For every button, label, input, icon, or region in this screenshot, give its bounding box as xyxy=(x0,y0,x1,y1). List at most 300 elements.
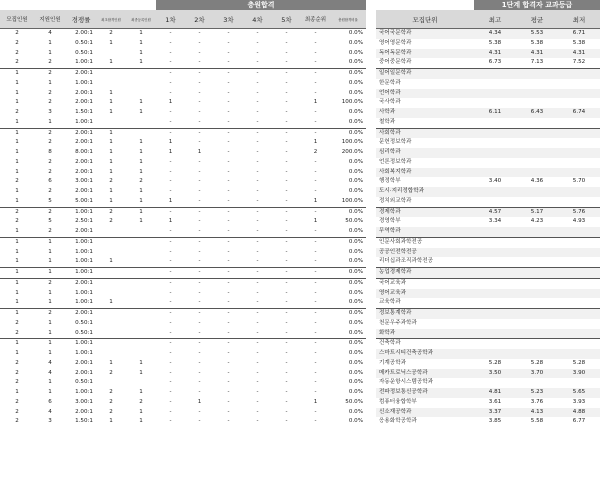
table-cell: - xyxy=(169,118,172,125)
table-cell: - xyxy=(301,69,330,79)
table-cell: 2 xyxy=(313,149,318,155)
table-cell: 0.50:1 xyxy=(75,39,93,46)
table-cell: - xyxy=(301,207,330,217)
grade-cell xyxy=(474,339,516,349)
table-cell: 2.00:1 xyxy=(66,309,96,319)
table-cell: 2.00:1 xyxy=(75,188,93,194)
table-cell: - xyxy=(314,379,317,386)
table-cell: 0.0% xyxy=(348,109,364,115)
grade-cell xyxy=(474,278,516,288)
unit-name-cell: 중어중문학과 xyxy=(379,59,412,66)
table-cell: 100.0% xyxy=(341,99,364,106)
table-cell: - xyxy=(214,309,243,319)
table-cell: - xyxy=(227,319,230,326)
table-row xyxy=(376,278,600,288)
table-cell: - xyxy=(198,319,201,326)
table-cell: - xyxy=(156,309,185,319)
table-row xyxy=(376,329,600,339)
grade-cell xyxy=(516,89,558,99)
table-cell: - xyxy=(227,389,230,395)
left-header-11: 충원합격비율 xyxy=(330,10,366,29)
table-cell: - xyxy=(285,139,288,146)
table-cell: - xyxy=(256,188,259,194)
table-cell: 1 xyxy=(48,248,52,255)
grade-cell: 7.52 xyxy=(572,59,586,66)
table-cell: 1 xyxy=(139,168,143,175)
table-row xyxy=(376,339,600,349)
table-cell: 1 xyxy=(0,278,34,288)
table-cell: - xyxy=(243,69,272,79)
grade-cell xyxy=(516,138,558,148)
table-row xyxy=(0,98,366,108)
table-cell: 2.00:1 xyxy=(75,369,93,376)
table-cell: 1 xyxy=(139,188,143,194)
grade-cell xyxy=(474,197,516,207)
right-header-band xyxy=(376,0,600,10)
table-cell: 1 xyxy=(109,188,113,194)
table-cell: 2 xyxy=(15,218,19,225)
table-cell: 200.0% xyxy=(341,149,364,155)
table-row xyxy=(0,298,366,308)
table-cell: 1 xyxy=(15,139,19,146)
table-cell: - xyxy=(227,408,230,415)
grade-cell xyxy=(558,309,600,319)
table-cell: 1.00:1 xyxy=(75,118,93,125)
table-cell: 1 xyxy=(139,369,143,376)
table-row xyxy=(0,278,366,288)
grade-cell xyxy=(474,248,516,258)
table-row xyxy=(0,29,366,39)
table-cell: - xyxy=(169,248,172,255)
grade-cell xyxy=(516,98,558,108)
table-cell: 1 xyxy=(109,149,113,155)
table-cell: 0.50:1 xyxy=(75,49,93,56)
table-cell: - xyxy=(198,188,201,194)
table-cell: 1 xyxy=(313,139,318,146)
table-cell: - xyxy=(169,109,172,115)
grade-cell: 5.70 xyxy=(572,178,586,185)
table-cell: 1.00:1 xyxy=(75,79,93,86)
table-cell xyxy=(96,248,126,258)
table-cell: 1 xyxy=(139,158,143,165)
table-cell: - xyxy=(314,289,317,296)
table-cell: - xyxy=(198,369,201,376)
table-cell: - xyxy=(227,49,230,56)
table-row xyxy=(376,227,600,237)
table-cell: - xyxy=(243,237,272,247)
grade-cell xyxy=(474,187,516,197)
table-row xyxy=(0,108,366,118)
table-cell: - xyxy=(285,350,288,356)
table-cell: 1 xyxy=(15,299,19,306)
table-cell xyxy=(96,69,126,79)
left-header-5: 1차 xyxy=(156,10,185,29)
table-cell: 1 xyxy=(48,389,52,395)
table-cell: - xyxy=(198,89,201,96)
grade-cell xyxy=(558,298,600,308)
table-cell xyxy=(96,349,126,359)
grade-cell xyxy=(516,158,558,168)
grade-cell: 3.85 xyxy=(488,418,502,425)
table-cell: 1 xyxy=(168,99,173,106)
table-cell: 1.00:1 xyxy=(75,299,93,306)
grade-cell xyxy=(558,248,600,258)
grade-cell xyxy=(558,278,600,288)
table-cell: - xyxy=(227,139,230,146)
unit-name-cell: 경영학부 xyxy=(379,218,401,225)
table-row xyxy=(376,118,600,128)
table-row xyxy=(0,329,366,339)
table-cell: 0.0% xyxy=(330,268,366,279)
table-cell: 0.0% xyxy=(348,408,364,415)
grade-cell xyxy=(516,339,558,349)
table-row xyxy=(0,388,366,398)
table-cell: 4 xyxy=(48,408,52,415)
table-cell: - xyxy=(256,218,259,225)
table-cell: - xyxy=(214,29,243,39)
table-cell: - xyxy=(227,418,230,425)
table-cell: 2 xyxy=(15,359,19,366)
table-cell: - xyxy=(272,268,301,279)
grade-cell xyxy=(558,329,600,339)
table-cell xyxy=(126,349,156,359)
table-cell: 1 xyxy=(139,218,143,225)
table-cell: 2 xyxy=(96,29,126,39)
grade-cell xyxy=(516,69,558,79)
table-row xyxy=(0,89,366,99)
table-cell xyxy=(96,278,126,288)
table-cell: 1 xyxy=(126,29,156,39)
unit-name-cell: 사회복지학과 xyxy=(376,168,474,178)
grade-cell: 3.61 xyxy=(488,398,502,405)
left-header-9: 5차 xyxy=(272,10,301,29)
unit-name-cell: 인문사회과학전공 xyxy=(376,237,474,247)
right-header-2: 평균 xyxy=(516,10,558,29)
table-cell: 1 xyxy=(15,188,19,194)
table-cell: 2 xyxy=(15,59,19,66)
grade-cell xyxy=(516,309,558,319)
table-cell: - xyxy=(256,59,259,66)
unit-name-cell: 천문우주과학과 xyxy=(379,319,417,326)
table-cell xyxy=(96,309,126,319)
table-cell xyxy=(96,329,126,339)
table-cell: 1 xyxy=(109,299,113,306)
grade-cell: 4.13 xyxy=(516,408,558,418)
table-cell xyxy=(96,319,126,329)
unit-name-cell: 사회학과 xyxy=(376,128,474,138)
table-cell: 1 xyxy=(15,149,19,155)
table-cell: - xyxy=(198,289,201,296)
table-cell: 1 xyxy=(48,79,52,86)
table-cell: - xyxy=(198,379,201,386)
table-cell: 1 xyxy=(139,99,143,106)
table-cell: - xyxy=(285,188,288,194)
table-row xyxy=(376,289,600,299)
table-cell: - xyxy=(156,237,185,247)
grade-cell xyxy=(516,187,558,197)
left-header-2: 경쟁률 xyxy=(66,10,96,29)
table-row xyxy=(0,227,366,237)
table-row xyxy=(376,197,600,207)
table-cell xyxy=(126,289,156,299)
table-row xyxy=(0,289,366,299)
table-cell: - xyxy=(314,158,317,165)
table-cell: - xyxy=(198,49,201,56)
grade-cell xyxy=(516,197,558,207)
table-cell: 2 xyxy=(48,139,52,146)
table-row xyxy=(0,248,366,258)
table-cell: - xyxy=(314,418,317,425)
grade-cell: 4.34 xyxy=(474,29,516,39)
grade-cell: 4.57 xyxy=(474,207,516,217)
grade-cell: 6.11 xyxy=(474,108,516,118)
table-cell xyxy=(96,118,126,128)
table-row xyxy=(376,298,600,308)
grade-cell: 3.70 xyxy=(516,369,558,379)
table-cell: - xyxy=(243,268,272,279)
table-cell: - xyxy=(285,89,288,96)
table-cell: 1 xyxy=(139,197,143,204)
table-cell: 2 xyxy=(48,158,52,165)
table-cell: - xyxy=(256,39,259,46)
table-cell: - xyxy=(169,289,172,296)
table-row xyxy=(0,197,366,207)
table-cell xyxy=(96,339,126,349)
table-cell: 2.00:1 xyxy=(66,29,96,39)
table-cell: 1 xyxy=(15,289,19,296)
table-cell: - xyxy=(198,118,201,125)
table-cell: - xyxy=(243,278,272,288)
grade-cell xyxy=(558,349,600,359)
grade-cell xyxy=(516,118,558,128)
table-cell: 1 xyxy=(48,118,52,125)
table-row xyxy=(0,319,366,329)
table-row xyxy=(0,128,366,138)
grade-cell xyxy=(558,187,600,197)
grade-cell xyxy=(558,118,600,128)
table-cell: - xyxy=(314,350,317,356)
unit-name-cell: 행정학부 xyxy=(379,178,401,185)
table-cell: 1 xyxy=(139,109,143,115)
table-row xyxy=(0,359,366,369)
grade-cell xyxy=(516,168,558,178)
table-cell: - xyxy=(256,398,259,405)
table-cell: 1 xyxy=(48,350,52,356)
table-cell: - xyxy=(198,158,201,165)
table-cell: 4 xyxy=(48,359,52,366)
table-row xyxy=(376,39,600,49)
grade-cell: 3.50 xyxy=(474,369,516,379)
table-cell: 0.50:1 xyxy=(75,379,93,386)
table-cell xyxy=(96,289,126,299)
table-cell: 0.0% xyxy=(348,49,364,56)
table-cell: - xyxy=(272,339,301,349)
table-cell: 3 xyxy=(48,418,52,425)
table-row xyxy=(376,417,600,427)
table-row xyxy=(0,168,366,178)
table-cell: - xyxy=(198,248,201,255)
right-header-3: 최저 xyxy=(558,10,600,29)
table-cell: - xyxy=(156,207,185,217)
table-cell: - xyxy=(256,359,259,366)
table-row xyxy=(0,158,366,168)
table-cell: - xyxy=(185,339,214,349)
table-cell: - xyxy=(214,278,243,288)
table-cell: 0.0% xyxy=(348,89,364,96)
table-cell: 2 xyxy=(34,207,66,217)
table-cell: 1 xyxy=(34,339,66,349)
table-cell: 1 xyxy=(0,128,34,138)
table-cell: - xyxy=(198,408,201,415)
table-row xyxy=(376,138,600,148)
left-header-10: 최종순위 xyxy=(301,10,330,29)
table-cell: - xyxy=(214,268,243,279)
table-cell: - xyxy=(185,268,214,279)
table-cell: - xyxy=(227,218,230,225)
unit-name-cell: 한문학과 xyxy=(379,79,401,86)
unit-name-cell: 기계공학과 xyxy=(379,359,407,366)
table-cell: 1 xyxy=(139,39,143,46)
table-cell: - xyxy=(227,59,230,66)
table-cell: - xyxy=(227,89,230,96)
table-cell: - xyxy=(285,39,288,46)
unit-name-cell: 자동운항시스템공학과 xyxy=(379,379,434,386)
table-cell: - xyxy=(256,79,259,86)
unit-name-cell: 심리학과 xyxy=(376,148,474,158)
grade-cell xyxy=(558,148,600,158)
grade-cell xyxy=(474,319,516,329)
unit-name-cell: 철학과 xyxy=(379,118,396,125)
grade-cell xyxy=(558,319,600,329)
table-cell: 2 xyxy=(15,398,19,405)
table-cell: 0.0% xyxy=(348,379,364,386)
table-cell: - xyxy=(256,389,259,395)
table-cell: 1 xyxy=(168,139,173,146)
table-row xyxy=(0,268,366,279)
table-cell: 0.0% xyxy=(348,350,364,356)
table-cell: - xyxy=(198,109,201,115)
table-cell: 1 xyxy=(197,398,202,405)
table-cell: - xyxy=(256,379,259,386)
table-cell: - xyxy=(285,79,288,86)
table-cell xyxy=(126,329,156,339)
table-cell: - xyxy=(198,258,201,265)
table-cell: 0.0% xyxy=(348,188,364,194)
table-cell xyxy=(126,89,156,99)
table-cell: 2 xyxy=(0,207,34,217)
grade-cell: 3.90 xyxy=(558,369,600,379)
table-cell xyxy=(126,128,156,138)
grade-cell xyxy=(516,298,558,308)
grade-cell xyxy=(474,289,516,299)
table-cell xyxy=(126,298,156,308)
unit-name-cell: 국어교육과 xyxy=(376,278,474,288)
table-cell: 1 xyxy=(15,168,19,175)
table-cell: - xyxy=(256,369,259,376)
grade-cell xyxy=(516,79,558,89)
table-row xyxy=(376,128,600,138)
grade-cell xyxy=(474,79,516,89)
grade-table xyxy=(376,0,600,427)
table-cell: - xyxy=(272,128,301,138)
table-cell: - xyxy=(169,89,172,96)
grade-cell: 4.88 xyxy=(558,408,600,418)
grade-cell: 5.38 xyxy=(488,39,502,46)
grade-cell xyxy=(474,237,516,247)
table-cell xyxy=(126,248,156,258)
table-row xyxy=(376,89,600,99)
table-cell xyxy=(96,268,126,279)
grade-cell: 5.38 xyxy=(572,39,586,46)
table-cell: - xyxy=(285,158,288,165)
grade-cell xyxy=(558,378,600,388)
table-cell: - xyxy=(169,188,172,194)
table-cell: 2 xyxy=(15,329,19,336)
table-cell: - xyxy=(301,29,330,39)
table-cell: - xyxy=(314,228,317,234)
table-cell: - xyxy=(214,237,243,247)
grade-cell: 5.58 xyxy=(530,418,544,425)
table-cell: - xyxy=(314,258,317,265)
table-cell xyxy=(126,237,156,247)
unit-name-cell: 응용화학공학과 xyxy=(379,418,417,425)
grade-cell xyxy=(474,298,516,308)
table-cell xyxy=(96,227,126,237)
table-row xyxy=(0,408,366,418)
grade-cell xyxy=(474,309,516,319)
table-cell: - xyxy=(285,99,288,106)
table-cell xyxy=(126,118,156,128)
table-cell: - xyxy=(256,258,259,265)
table-cell: 1 xyxy=(15,228,19,234)
table-cell: - xyxy=(198,79,201,86)
unit-name-cell: 무역학과 xyxy=(376,227,474,237)
table-cell: 1 xyxy=(48,299,52,306)
table-cell: - xyxy=(256,248,259,255)
table-cell: 6 xyxy=(48,398,52,405)
table-cell: 1.00:1 xyxy=(75,258,93,265)
table-cell: - xyxy=(198,168,201,175)
table-row xyxy=(376,168,600,178)
table-cell: - xyxy=(227,398,230,405)
table-cell xyxy=(96,237,126,247)
grade-cell: 5.17 xyxy=(516,207,558,217)
table-cell: 1 xyxy=(139,59,143,66)
grade-cell: 3.34 xyxy=(488,218,502,225)
table-cell: - xyxy=(185,309,214,319)
table-cell: 1 xyxy=(139,139,143,146)
table-cell: 2 xyxy=(15,408,19,415)
table-cell: - xyxy=(227,39,230,46)
table-cell: 2.00:1 xyxy=(66,278,96,288)
table-cell: 1 xyxy=(313,398,318,405)
table-cell: - xyxy=(314,248,317,255)
unit-name-cell: 건축학과 xyxy=(376,339,474,349)
grade-cell xyxy=(558,128,600,138)
table-cell: 1 xyxy=(15,389,19,395)
table-cell: - xyxy=(169,49,172,56)
table-cell: - xyxy=(169,299,172,306)
table-cell: 1.00:1 xyxy=(75,248,93,255)
table-cell: 1 xyxy=(197,149,202,155)
table-cell: 0.0% xyxy=(348,319,364,326)
grade-cell xyxy=(558,138,600,148)
table-row xyxy=(376,388,600,398)
table-cell xyxy=(96,378,126,388)
table-cell: 1.00:1 xyxy=(66,207,96,217)
table-cell: - xyxy=(314,79,317,86)
table-cell: 1 xyxy=(109,39,113,46)
